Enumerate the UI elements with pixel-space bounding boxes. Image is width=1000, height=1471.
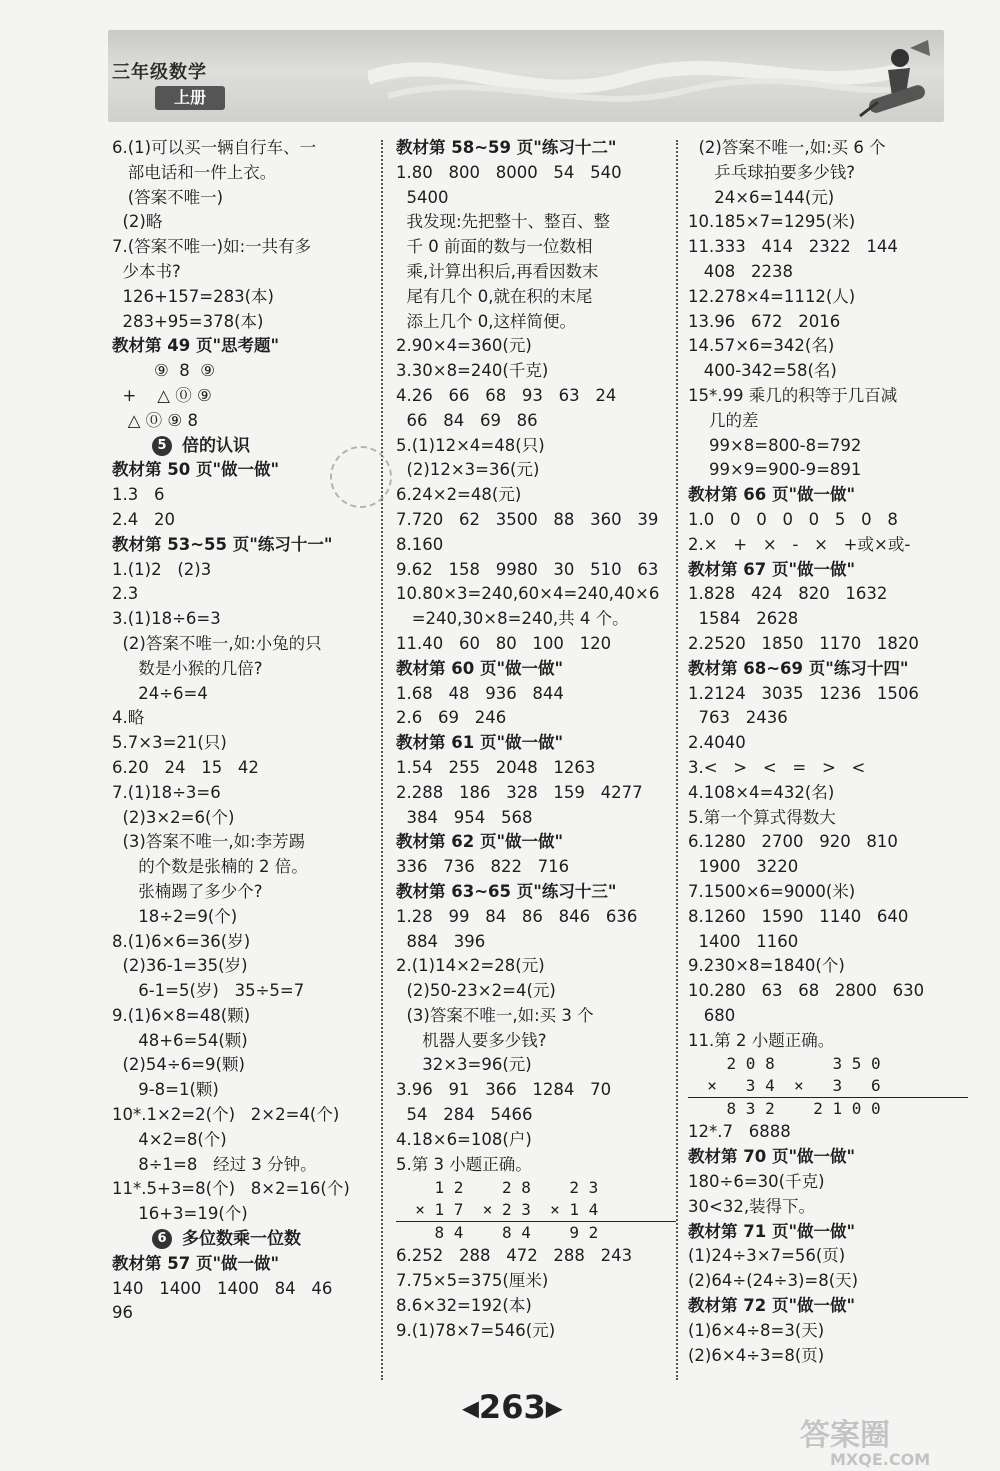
section-heading: 教材第 70 页"做一做" [688,1147,856,1167]
answer-line: 4×2=8(个) [112,1129,227,1149]
answer-line: 9.230×8=1840(个) [688,956,845,976]
answer-line: 5.第 3 小题正确。 [396,1154,532,1174]
answer-line: 3.(1)18÷6=3 [112,609,221,629]
answer-line: 乒乓球拍要多少钱? [688,162,855,182]
vertical-calculation-row: 1 2 2 8 2 3 [396,1178,599,1198]
answer-line: 1.(1)2 (2)3 [112,559,212,579]
answer-line: (2)6×4÷3=8(页) [688,1345,825,1365]
answer-line: 24×6=144(元) [688,187,835,207]
answer-line: 1.828 424 820 1632 [688,584,888,604]
answer-line: 6.(1)可以买一辆自行车、一 [112,138,317,157]
answer-line: 7.720 62 3500 88 360 39 [396,509,659,529]
answer-line: 24÷6=4 [112,683,208,703]
answer-line: 10.80×3=240,60×4=240,40×6 [396,584,660,604]
answer-line: 11.40 60 80 100 120 [396,633,612,653]
answer-line: 14.57×6=342(名) [688,336,835,356]
answer-line: 7.75×5=375(厘米) [396,1271,549,1291]
volume-badge: 上册 [155,86,225,110]
answer-line: 11.333 414 2322 144 [688,237,898,257]
answer-line: 机器人要多少钱? [396,1030,547,1050]
answer-line: (2)略 [112,212,163,232]
chapter-number-badge: 5 [152,436,172,456]
answer-line: 12*.7 6888 [688,1122,791,1142]
section-heading: 教材第 63~65 页"练习十三" [396,881,617,901]
answer-line: 400-342=58(名) [688,361,837,381]
reading-child-icon [848,38,936,120]
section-heading: 教材第 68~69 页"练习十四" [688,658,909,678]
answer-line: 10.185×7=1295(米) [688,212,856,232]
answer-line: 7.1500×6=9000(米) [688,881,856,901]
answer-line: 11.第 2 小题正确。 [688,1030,835,1050]
answer-column-1 [112,136,392,1326]
column-divider [676,140,678,1380]
section-heading: 教材第 57 页"做一做" [112,1253,280,1273]
answer-line: 5.第一个算式得数大 [688,807,836,827]
section-heading: 教材第 53~55 页"练习十一" [112,534,333,554]
section-heading: 教材第 58~59 页"练习十二" [396,138,617,157]
answer-line: 8.160 [396,534,444,554]
answer-line: 66 84 69 86 [396,410,538,430]
answer-line: (2)54÷6=9(颗) [112,1055,245,1075]
answer-line: 我发现:先把整十、整百、整 [396,212,611,232]
answer-line: 6-1=5(岁) 35÷5=7 [112,981,305,1001]
answer-line: 2.× + × - × +或×或- [688,534,911,554]
answer-line: 4.18×6=108(户) [396,1129,532,1149]
answer-line: 680 [688,1005,736,1025]
answer-line: 30<32,装得下。 [688,1196,816,1216]
section-heading: 教材第 66 页"做一做" [688,485,856,505]
answer-line: 99×9=900-9=891 [688,460,862,480]
answer-line: 15*.99 乘几的积等于几百减 [688,385,898,405]
vertical-calculation-row: × 3 4 × 3 6 [688,1075,968,1098]
answer-line: 4.108×4=432(名) [688,782,835,802]
answer-line: + △ ⓪ ⑨ [112,385,212,405]
answer-column-2 [396,136,676,1344]
answer-line: 384 954 568 [396,807,533,827]
answer-line: 几的差 [688,410,759,430]
answer-line: 6.20 24 15 42 [112,757,259,777]
answer-line: (2)36-1=35(岁) [112,956,248,976]
answer-line: 9-8=1(颗) [112,1080,219,1100]
answer-line: 9.62 158 9980 30 510 63 [396,559,659,579]
answer-line: 1400 1160 [688,931,799,951]
answer-line: 11*.5+3=8(个) 8×2=16(个) [112,1179,350,1199]
answer-line: 1900 3220 [688,857,799,877]
section-heading: 教材第 49 页"思考题" [112,336,280,356]
answer-line: 1584 2628 [688,609,799,629]
answer-line: 99×8=800-8=792 [688,435,862,455]
watermark-url: MXQE.COM [830,1450,931,1469]
answer-line: 9.(1)78×7=546(元) [396,1320,556,1340]
answer-line: 5.7×3=21(只) [112,733,227,753]
answer-line: (1)6×4÷8=3(天) [688,1320,825,1340]
decorative-swirl [368,38,908,114]
answer-line: (2)12×3=36(元) [396,460,540,480]
watermark-logo: 答案圈 [800,1418,890,1453]
answer-line: 13.96 672 2016 [688,311,841,331]
answer-line: 数是小猴的几倍? [112,658,263,678]
section-heading: 教材第 60 页"做一做" [396,658,564,678]
answer-line: 1.2124 3035 1236 1506 [688,683,919,703]
answer-line: 6.24×2=48(元) [396,485,522,505]
answer-line: 126+157=283(本) [112,286,274,306]
chapter-title: 倍的认识 [182,435,250,456]
answer-line: 10*.1×2=2(个) 2×2=4(个) [112,1105,340,1125]
site-watermark [800,1410,990,1469]
page-number-text: 263 [478,1388,546,1426]
header-banner [108,30,944,122]
answer-line: 1.0 0 0 0 0 5 0 8 [688,509,898,529]
seal-stamp [330,446,392,508]
answer-column-3 [688,136,968,1368]
answer-line: 2.90×4=360(元) [396,336,532,356]
answer-line: 2.2520 1850 1170 1820 [688,633,919,653]
chapter-heading [112,1227,392,1252]
answer-line: ⑨ 8 ⑨ [112,361,216,381]
section-heading: 教材第 50 页"做一做" [112,460,280,480]
answer-line: 乘,计算出积后,再看因数末 [396,261,599,281]
answer-line: 283+95=378(本) [112,311,264,331]
answer-line: 2.288 186 328 159 4277 [396,782,643,802]
section-heading: 教材第 72 页"做一做" [688,1296,856,1316]
answer-line: 少本书? [112,261,181,281]
answer-line: 2.(1)14×2=28(元) [396,956,545,976]
answer-line: 18÷2=9(个) [112,906,238,926]
answer-line: 10.280 63 68 2800 630 [688,981,925,1001]
answer-line: 千 0 前面的数与一位数相 [396,237,593,257]
answer-line: 4.26 66 68 93 63 24 [396,385,617,405]
vertical-calculation-row: × 1 7 × 2 3 × 1 4 [396,1199,676,1222]
answer-line: △ ⓪ ⑨ 8 [112,410,198,430]
chapter-title: 多位数乘一位数 [182,1229,301,1250]
book-title: 三年级数学 [112,62,207,83]
answer-line: 12.278×4=1112(人) [688,286,856,306]
answer-line: 9.(1)6×8=48(颗) [112,1005,251,1025]
answer-line: 7.(答案不唯一)如:一共有多 [112,237,312,257]
answer-line: 7.(1)18÷3=6 [112,782,221,802]
vertical-calculation-row: 8 4 8 4 9 2 [396,1223,599,1243]
answer-line: (2)答案不唯一,如:买 6 个 [688,138,886,157]
section-heading: 教材第 62 页"做一做" [396,832,564,852]
answer-line: 8÷1=8 经过 3 分钟。 [112,1154,317,1174]
answer-line: (2)64÷(24÷3)=8(天) [688,1271,859,1291]
answer-line: (2)答案不唯一,如:小兔的只 [112,633,322,653]
answer-line: 部电话和一件上衣。 [112,162,277,182]
answer-line: (3)答案不唯一,如:李芳踢 [112,832,306,852]
section-heading: 教材第 67 页"做一做" [688,559,856,579]
answer-line: 96 [112,1303,133,1323]
answer-line: 884 396 [396,931,486,951]
answer-line: 2.6 69 246 [396,708,507,728]
answer-line: 8.6×32=192(本) [396,1296,532,1316]
answer-line: 添上几个 0,这样简便。 [396,311,576,331]
answer-line: 6.1280 2700 920 810 [688,832,898,852]
answer-line: (答案不唯一) [112,187,224,207]
answer-line: (2)50-23×2=4(元) [396,981,556,1001]
answer-line: 5400 [396,187,449,207]
answer-line: (1)24÷3×7=56(页) [688,1246,846,1266]
answer-line: 140 1400 1400 84 46 [112,1278,333,1298]
vertical-calculation-row: 2 0 8 3 5 0 [688,1054,881,1074]
section-heading: 教材第 61 页"做一做" [396,733,564,753]
answer-line: 6.252 288 472 288 243 [396,1246,633,1266]
answer-line: 1.54 255 2048 1263 [396,757,596,777]
answer-line: 5.(1)12×4=48(只) [396,435,545,455]
answer-line: 54 284 5466 [396,1105,533,1125]
page-number: ◀263▶ [462,1388,563,1426]
answer-line: 4.略 [112,708,145,728]
answer-line: 180÷6=30(千克) [688,1172,825,1192]
answer-line: 尾有几个 0,就在积的末尾 [396,286,593,306]
answer-line: 408 2238 [688,261,793,281]
answer-line: 张楠踢了多少个? [112,881,263,901]
answer-line: 1.3 6 [112,485,165,505]
answer-line: (2)3×2=6(个) [112,807,235,827]
answer-line: 48+6=54(颗) [112,1030,248,1050]
answer-line: 3.96 91 366 1284 70 [396,1080,612,1100]
section-heading: 教材第 71 页"做一做" [688,1221,856,1241]
answer-line: 16+3=19(个) [112,1204,248,1224]
answer-line: 3.< > < = > < [688,757,866,777]
answer-line: 763 2436 [688,708,788,728]
answer-line: 1.68 48 936 844 [396,683,564,703]
answer-line: (3)答案不唯一,如:买 3 个 [396,1005,594,1025]
answer-line: 8.(1)6×6=36(岁) [112,931,251,951]
chapter-number-badge: 6 [152,1229,172,1249]
answer-line: 1.28 99 84 86 846 636 [396,906,638,926]
answer-line: =240,30×8=240,共 4 个。 [396,609,629,629]
vertical-calculation-row: 8 3 2 2 1 0 0 [688,1099,881,1119]
answer-line: 2.4 20 [112,509,175,529]
answer-line: 336 736 822 716 [396,857,570,877]
answer-line: 2.3 [112,584,139,604]
answer-line: 32×3=96(元) [396,1055,532,1075]
answer-line: 1.80 800 8000 54 540 [396,162,622,182]
answer-line: 的个数是张楠的 2 倍。 [112,857,308,877]
answer-line: 2.4040 [688,733,746,753]
answer-line: 3.30×8=240(千克) [396,361,549,381]
answer-line: 8.1260 1590 1140 640 [688,906,909,926]
